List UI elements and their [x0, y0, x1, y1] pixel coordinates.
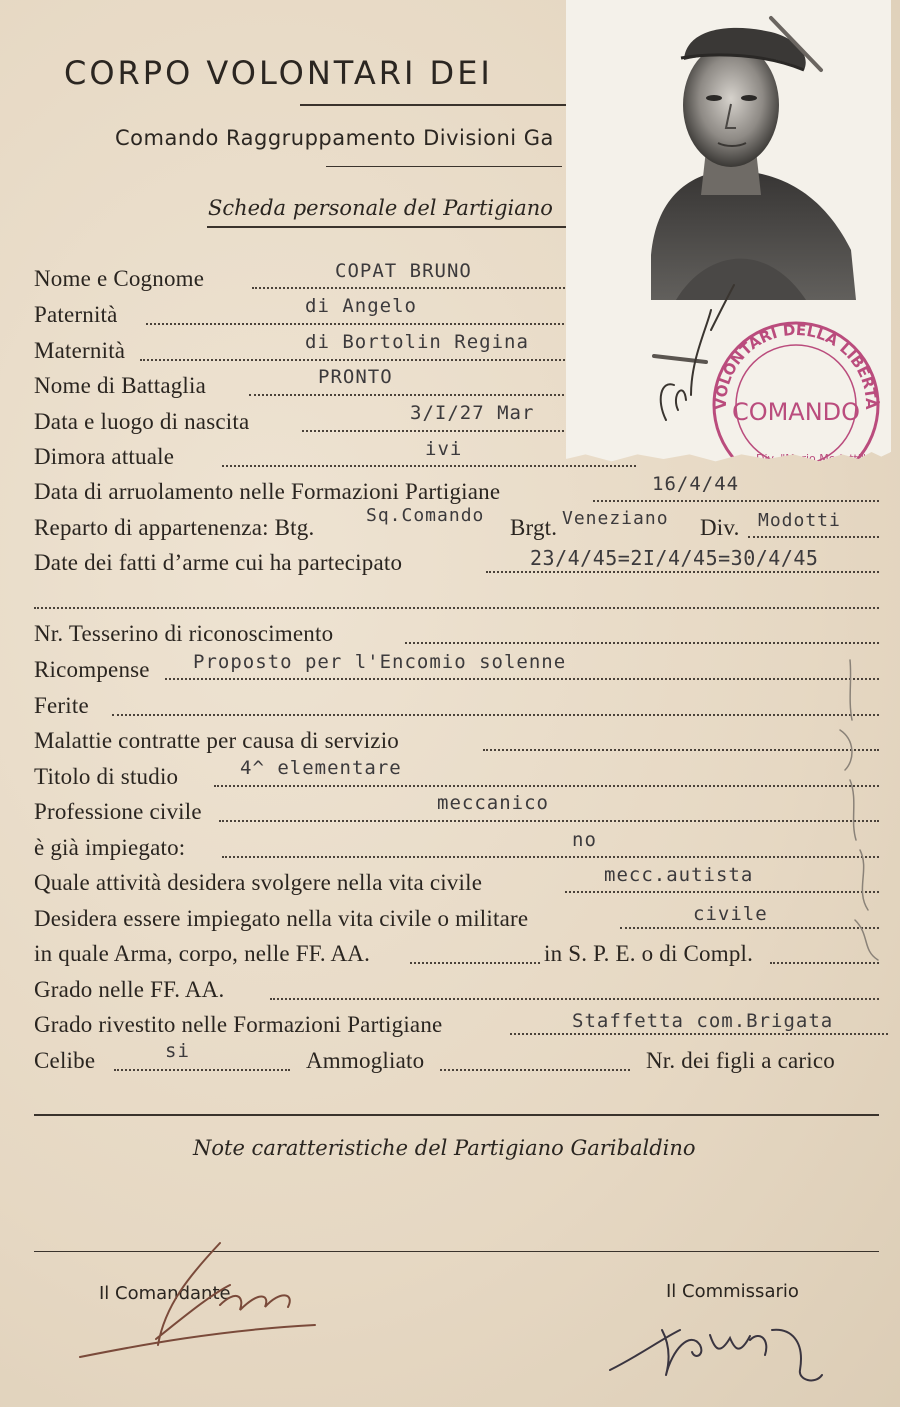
figli-label: Nr. dei figli a carico: [646, 1048, 835, 1073]
reparto-btg-value: Sq.Comando: [366, 505, 485, 526]
maternita-value: di Bortolin Regina: [305, 331, 529, 353]
grado-ffaa-label: Grado nelle FF. AA.: [34, 977, 225, 1002]
blank-line: [34, 607, 879, 609]
attivita-value: mecc.autista: [604, 864, 754, 886]
dimora-value: ivi: [425, 438, 463, 460]
ricompense-label: Ricompense: [34, 657, 150, 682]
spe-label: in S. P. E. o di Compl.: [544, 941, 754, 966]
form-title: Scheda personale del Partigiano: [208, 196, 553, 220]
maternita-label: Maternità: [34, 338, 126, 363]
professione-label: Professione civile: [34, 799, 202, 824]
nome-line: [252, 287, 572, 289]
tesserino-line: [405, 642, 879, 644]
malattie-label: Malattie contratte per causa di servizio: [34, 728, 399, 753]
reparto-label: Reparto di appartenenza: Btg.: [34, 515, 315, 540]
grado-part-line: [510, 1033, 888, 1035]
arruolamento-line: [593, 500, 879, 502]
grado-part-label: Grado rivestito nelle Formazioni Partigiane: [34, 1012, 443, 1037]
celibe-value: si: [165, 1040, 190, 1062]
nome-value: COPAT BRUNO: [335, 260, 472, 282]
celibe-line: [114, 1069, 290, 1071]
div-line: [748, 536, 879, 538]
notes-title: Note caratteristiche del Partigiano Garibaldino: [193, 1136, 696, 1160]
grado-part-value: Staffetta com.Brigata: [572, 1010, 834, 1032]
dimora-line: [222, 465, 636, 467]
header-rule: [300, 104, 570, 106]
div-value: Modotti: [758, 510, 841, 531]
organization-title: CORPO VOLONTARI DEI: [64, 54, 493, 92]
margin-pencil-marks: [800, 650, 890, 970]
professione-value: meccanico: [437, 792, 549, 814]
comandante-signature: [70, 1235, 330, 1365]
ammogliato-line: [440, 1069, 630, 1071]
ferite-label: Ferite: [34, 693, 89, 718]
fatti-line: [486, 571, 879, 573]
stamp-outer-text: VOLONTARI DELLA LIBERTÀ: [711, 320, 881, 410]
command-stamp: [712, 321, 881, 466]
desidera-label: Desidera essere impiegato nella vita civile o militare: [34, 906, 529, 931]
ammogliato-label: Ammogliato: [306, 1048, 425, 1073]
arma-label: in quale Arma, corpo, nelle FF. AA.: [34, 941, 371, 966]
tesserino-label: Nr. Tesserino di riconoscimento: [34, 621, 334, 646]
dimora-label: Dimora attuale: [34, 444, 175, 469]
subheader-rule: [326, 166, 562, 167]
commissario-label: Il Commissario: [666, 1281, 799, 1302]
ricompense-line: [165, 678, 879, 680]
ferite-line: [112, 714, 879, 716]
nascita-label: Data e luogo di nascita: [34, 409, 250, 434]
notes-top-rule: [34, 1114, 879, 1116]
impiegato-line: [222, 856, 879, 858]
desidera-value: civile: [693, 903, 768, 925]
brgt-value: Veneziano: [562, 508, 669, 529]
nome-label: Nome e Cognome: [34, 266, 205, 291]
maternita-line: [140, 359, 572, 361]
stamp-bottom-text: Div. "Mario Modotti": [756, 452, 866, 465]
grado-ffaa-line: [270, 998, 879, 1000]
comandante-label: Il Comandante: [99, 1283, 231, 1304]
paternita-value: di Angelo: [305, 295, 417, 317]
impiegato-label: è già impiegato:: [34, 835, 186, 860]
paternita-line: [146, 323, 572, 325]
studio-line: [214, 785, 879, 787]
studio-label: Titolo di studio: [34, 764, 179, 789]
nascita-line: [302, 430, 572, 432]
fatti-label: Date dei fatti d’arme cui ha partecipato: [34, 550, 403, 575]
impiegato-value: no: [572, 829, 597, 851]
attivita-label: Quale attività desidera svolgere nella vita civile: [34, 870, 483, 895]
div-label: Div.: [700, 515, 740, 540]
nascita-value: 3/I/27 Mar: [410, 402, 535, 424]
battaglia-value: PRONTO: [318, 366, 393, 388]
battaglia-label: Nome di Battaglia: [34, 373, 207, 398]
arruolamento-label: Data di arruolamento nelle Formazioni Partigiane: [34, 479, 501, 504]
fatti-value: 23/4/45=2I/4/45=30/4/45: [530, 546, 819, 570]
studio-value: 4^ elementare: [240, 757, 402, 779]
arruolamento-value: 16/4/44: [652, 473, 740, 495]
commissario-signature: [600, 1300, 830, 1390]
stamp-center-text: COMANDO: [731, 398, 861, 426]
partisan-photo: [566, 0, 891, 466]
professione-line: [219, 820, 879, 822]
arma-line: [410, 962, 540, 964]
brgt-label: Brgt.: [510, 515, 558, 540]
command-title: Comando Raggruppamento Divisioni Ga: [115, 126, 554, 150]
celibe-label: Celibe: [34, 1048, 96, 1073]
form-title-rule: [207, 226, 572, 228]
ricompense-value: Proposto per l'Encomio solenne: [193, 651, 567, 673]
battaglia-line: [249, 394, 572, 396]
paternita-label: Paternità: [34, 302, 118, 327]
